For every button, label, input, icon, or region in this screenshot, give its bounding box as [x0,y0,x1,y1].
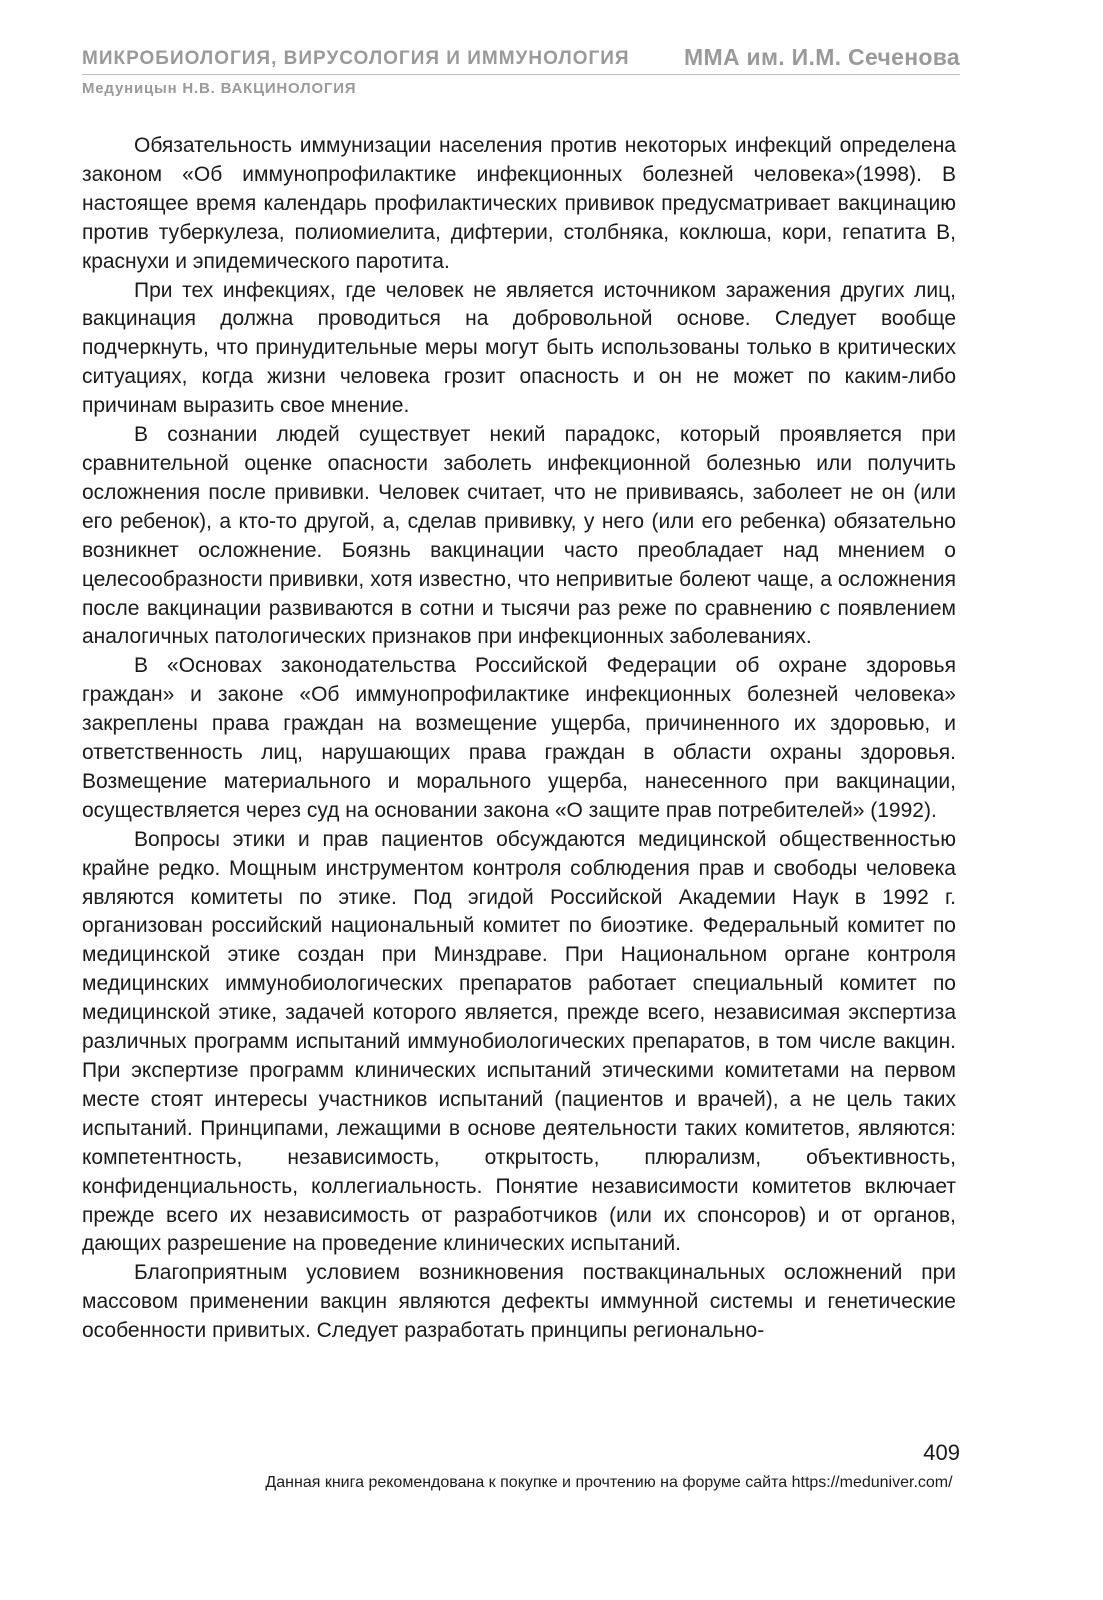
publisher-name: ММА им. И.М. Сеченова [684,44,960,70]
paragraph: В сознании людей существует некий парадокс, который проявляется при сравнительной оценке опасности заболеть инфекционной болезнью или получить осложнения после прививки. Человек считает, что не прививаясь, заболеет не он (или его ребенок), а кто-то другой, а, сделав прививку, у него (или его ребенка) обязательно возникнет осложнение. Боязнь вакцинации часто преобладает над мнением о целесообразности прививки, хотя известно, что непривитые болеют чаще, а осложнения после вакцинации развиваются в сотни и тысячи раз реже по сравнению с появлением аналогичных патологических признаков при инфекционных заболеваниях. [82,423,956,649]
paragraph: Благоприятным условием возникновения поствакцинальных осложнений при массовом применении вакцин являются дефекты иммунной системы и генетические особенности привитых. Следует разработать принципы регионально- [82,1261,956,1343]
paragraph: При тех инфекциях, где человек не является источником заражения других лиц, вакцинация должна проводиться на добровольной основе. Следует вообще подчеркнуть, что принудительные меры могут быть использованы только в критических ситуациях, когда жизни человека грозит опасность и он не может по каким-либо причинам выразить свое мнение. [82,278,956,418]
page-number: 409 [923,1440,960,1465]
page-body [82,132,956,1346]
book-title: МИКРОБИОЛОГИЯ, ВИРУСОЛОГИЯ И ИММУНОЛОГИЯ [82,48,630,69]
paragraph: Вопросы этики и прав пациентов обсуждаются медицинской общественностью крайне редко. Мощным инструментом контроля соблюдения прав и свободы человека являются комитеты по этике. Под эгидой Российской Академии Наук в 1992 г. организован российский национальный комитет по биоэтике. Федеральный комитет по медицинской этике создан при Минздраве. При Национальном органе контроля медицинских иммунобиологических препаратов работает специальный комитет по медицинской этике, задачей которого является, прежде всего, независимая экспертиза различных программ испытаний иммунобиологических препаратов, в том числе вакцин. При экспертизе программ клинических испытаний этическими комитетами на первом месте стоят интересы участников испытаний (пациентов и врачей), а не цель таких испытаний. Принципами, лежащими в основе деятельности таких комитетов, являются: компетентность, независимость, открытость, плюрализм, объективность, конфиденциальность, коллегиальность. Понятие независимости комитетов включает прежде всего их независимость от разработчиков (или их спонсоров) и от органов, дающих разрешение на проведение клинических испытаний. [82,827,956,1256]
author-and-section: Медуницын Н.В. ВАКЦИНОЛОГИЯ [82,80,357,97]
paragraph: В «Основах законодательства Российской Федерации об охране здоровья граждан» и законе «Об иммунопрофилактике инфекционных болезней человека» закреплены права граждан на возмещение ущерба, причиненного их здоровью, и ответственность лиц, нарушающих права граждан в области охраны здоровья. Возмещение материального и морального ущерба, нанесенного при вакцинации, осуществляется через суд на основании закона «О защите прав потребителей» (1992). [82,654,956,822]
paragraph: Обязательность иммунизации населения против некоторых инфекций определена законом «Об иммунопрофилактике инфекционных болезней человека»(1998). В настоящее время календарь профилактических прививок предусматривает вакцинацию против туберкулеза, полиомиелита, дифтерии, столбняка, коклюша, кори, гепатита В, краснухи и эпидемического паротита. [82,134,956,273]
header-divider [82,74,960,75]
running-header [82,44,960,74]
footer-note: Данная книга рекомендована к покупке и прочтению на форуме сайта https://meduniver.com/ [265,1474,953,1491]
